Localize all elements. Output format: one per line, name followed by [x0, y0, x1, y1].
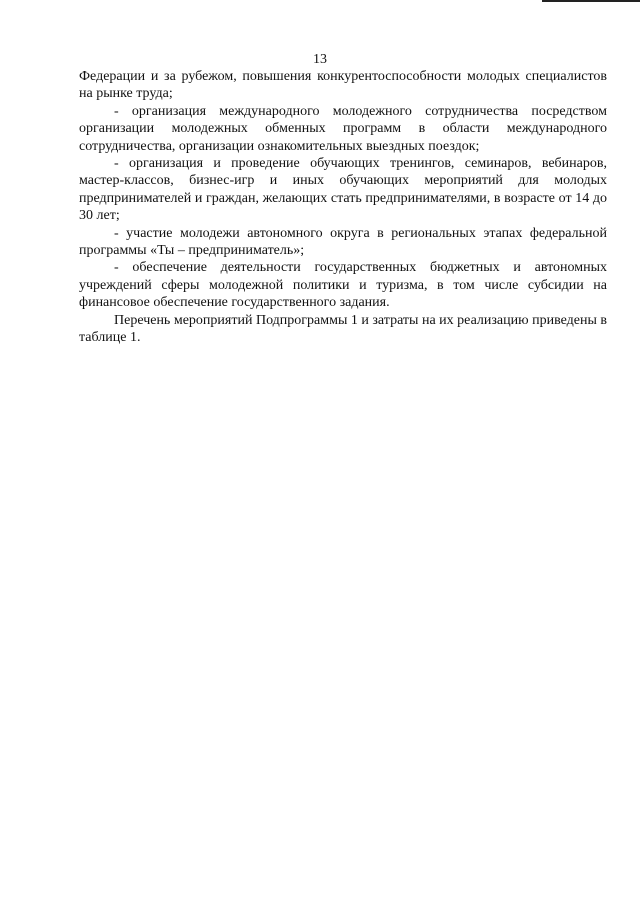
document-body: [79, 68, 607, 347]
top-edge-rule: [542, 0, 640, 2]
paragraph-institutions-support: - обеспечение деятельности государственных бюджетных и автономных учреждений сферы молодежной политики и туризма, в том числе субсидии на финансовое обеспечение государственного задания.: [79, 260, 607, 311]
page-number: 13: [313, 52, 327, 67]
paragraph-trainings: - организация и проведение обучающих тренингов, семинаров, вебинаров, мастер-классов, бизнес-игр и иных обучающих мероприятий для молодых предпринимателей и граждан, желающих стать предпринимателями, в возрасте от 14 до 30 лет;: [79, 156, 607, 224]
paragraph-international-cooperation: - организация международного молодежного сотрудничества посредством организации молодежных обменных программ в области международного сотрудничества, организации ознакомительных выездных поездок;: [79, 103, 607, 154]
paragraph-regional-stages: - участие молодежи автономного округа в региональных этапах федеральной программы «Ты – предприниматель»;: [79, 225, 607, 259]
paragraph-table-reference: Перечень мероприятий Подпрограммы 1 и затраты на их реализацию приведены в таблице 1.: [79, 312, 607, 346]
paragraph-continuation: Федерации и за рубежом, повышения конкурентоспособности молодых специалистов на рынке труда;: [79, 69, 607, 102]
